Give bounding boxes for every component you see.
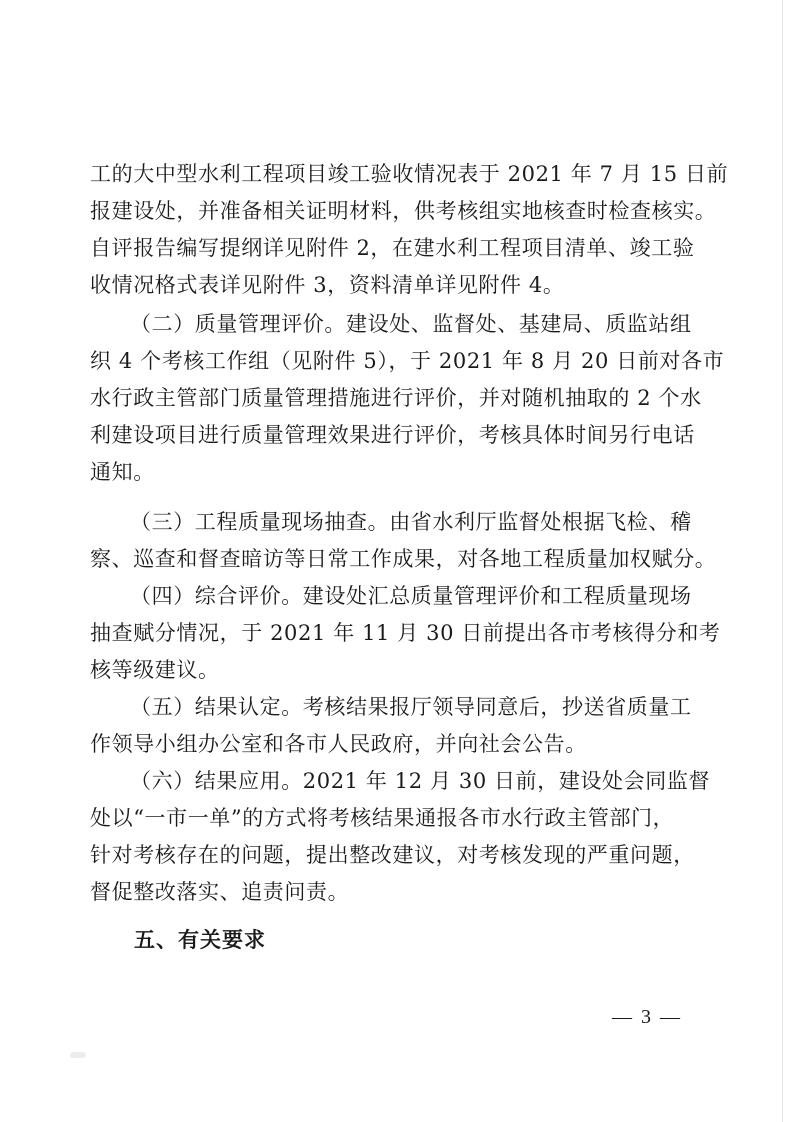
body-line: 作领导小组办公室和各市人民政府，并向社会公告。: [90, 732, 587, 756]
body-line: 水行政主管部门质量管理措施进行评价，并对随机抽取的 2 个水: [90, 386, 702, 410]
page-number: — 3 —: [612, 1006, 682, 1028]
paragraph-6-first-line: （六）结果应用。2021 年 12 月 30 日前，建设处会同监督: [130, 769, 711, 793]
scan-smudge: [70, 1052, 86, 1058]
body-line: 针对考核存在的问题，提出整改建议，对考核发现的严重问题，: [90, 843, 695, 867]
body-line: 处以“一市一单”的方式将考核结果通报各市水行政主管部门，: [90, 806, 675, 830]
body-line: 抽查赋分情况，于 2021 年 11 月 30 日前提出各市考核得分和考: [90, 621, 721, 645]
scan-edge-line: [782, 0, 783, 1122]
section-heading: 五、有关要求: [134, 928, 266, 952]
paragraph-4-first-line: （四）综合评价。建设处汇总质量管理评价和工程质量现场: [130, 584, 692, 608]
body-line: 报建设处，并准备相关证明材料，供考核组实地核查时检查核实。: [90, 199, 717, 223]
body-line: 收情况格式表详见附件 3，资料清单详见附件 4。: [90, 273, 565, 297]
body-line: 通知。: [90, 460, 155, 484]
body-line: 督促整改落实、追责问责。: [90, 880, 350, 904]
body-line: 工的大中型水利工程项目竣工验收情况表于 2021 年 7 月 15 日前: [90, 162, 729, 186]
body-line: 核等级建议。: [90, 658, 220, 682]
body-line: 自评报告编写提纲详见附件 2，在建水利工程项目清单、竣工验: [90, 236, 695, 260]
paragraph-5-first-line: （五）结果认定。考核结果报厅领导同意后，抄送省质量工: [130, 695, 692, 719]
paragraph-2-first-line: （二）质量管理评价。建设处、监督处、基建局、质监站组: [130, 312, 692, 336]
body-line: 察、巡查和督查暗访等日常工作成果，对各地工程质量加权赋分。: [90, 547, 717, 571]
body-line: 织 4 个考核工作组（见附件 5），于 2021 年 8 月 20 日前对各市: [90, 349, 725, 373]
body-line: 利建设项目进行质量管理效果进行评价，考核具体时间另行电话: [90, 423, 695, 447]
paragraph-3-first-line: （三）工程质量现场抽查。由省水利厅监督处根据飞检、稽: [130, 510, 692, 534]
